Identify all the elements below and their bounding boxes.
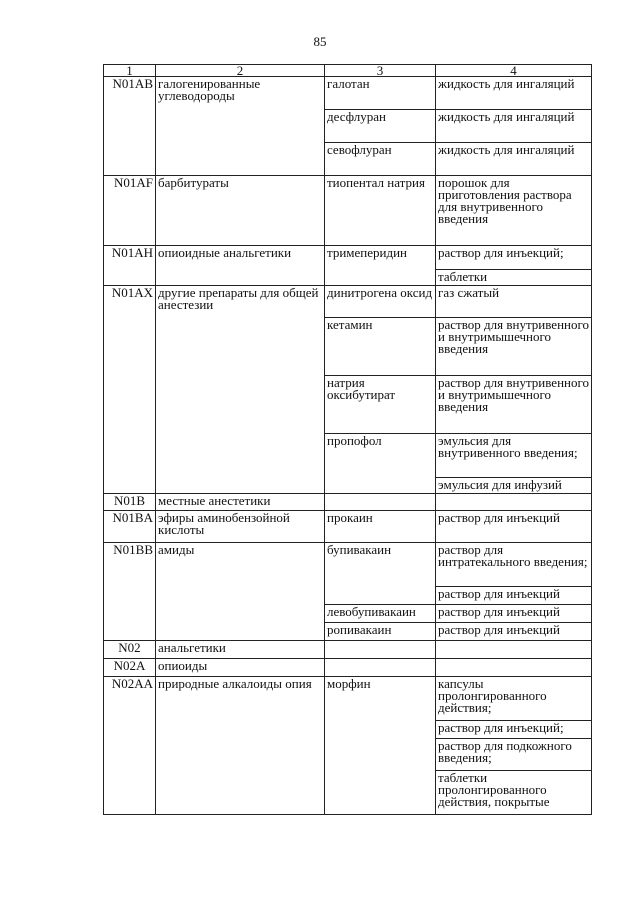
drug-cell: галотан bbox=[325, 77, 436, 110]
drug-cell: кетамин bbox=[325, 318, 436, 376]
form-cell: капсулы пролонгированного действия; bbox=[436, 677, 592, 721]
code-cell: N01BB bbox=[104, 543, 156, 641]
form-cell: эмульсия для внутривенного введения; bbox=[436, 434, 592, 478]
form-cell: раствор для внутривенного и внутримышечного введения bbox=[436, 376, 592, 434]
table-row bbox=[104, 659, 592, 677]
group-cell: опиоиды bbox=[156, 659, 325, 677]
drug-cell: десфлуран bbox=[325, 110, 436, 143]
header-cell: 3 bbox=[325, 65, 436, 77]
code-cell: N01AF bbox=[104, 176, 156, 246]
drug-cell bbox=[325, 659, 436, 677]
form-cell: порошок для приготовления раствора для внутривенного введения bbox=[436, 176, 592, 246]
drug-cell: тиопентал натрия bbox=[325, 176, 436, 246]
form-cell: раствор для инъекций bbox=[436, 605, 592, 623]
group-cell: эфиры аминобензойной кислоты bbox=[156, 511, 325, 543]
form-cell: таблетки пролонгированного действия, покрытые bbox=[436, 771, 592, 815]
form-cell: раствор для инъекций bbox=[436, 623, 592, 641]
form-cell: раствор для инъекций bbox=[436, 511, 592, 543]
group-cell: анальгетики bbox=[156, 641, 325, 659]
drug-cell bbox=[325, 494, 436, 511]
code-cell: N01AX bbox=[104, 286, 156, 494]
form-cell: эмульсия для инфузий bbox=[436, 478, 592, 494]
drug-cell: пропофол bbox=[325, 434, 436, 494]
code-cell: N02 bbox=[104, 641, 156, 659]
code-cell: N01BA bbox=[104, 511, 156, 543]
drug-cell: динитрогена оксид bbox=[325, 286, 436, 318]
code-cell: N01B bbox=[104, 494, 156, 511]
group-cell: местные анестетики bbox=[156, 494, 325, 511]
table-row bbox=[104, 77, 592, 110]
code-cell: N02A bbox=[104, 659, 156, 677]
drug-cell: прокаин bbox=[325, 511, 436, 543]
form-cell: жидкость для ингаляций bbox=[436, 110, 592, 143]
form-cell: раствор для инъекций; bbox=[436, 246, 592, 270]
table-row bbox=[104, 246, 592, 270]
form-cell: раствор для интратекального введения; bbox=[436, 543, 592, 587]
form-cell bbox=[436, 659, 592, 677]
form-cell: раствор для внутривенного и внутримышечного введения bbox=[436, 318, 592, 376]
drug-cell: тримеперидин bbox=[325, 246, 436, 286]
table-row bbox=[104, 511, 592, 543]
table-row bbox=[104, 494, 592, 511]
drug-cell: натрия оксибутират bbox=[325, 376, 436, 434]
form-cell bbox=[436, 641, 592, 659]
drug-table bbox=[103, 64, 592, 815]
form-cell: жидкость для ингаляций bbox=[436, 77, 592, 110]
form-cell: раствор для подкожного введения; bbox=[436, 739, 592, 771]
table-row bbox=[104, 176, 592, 246]
drug-cell: ропивакаин bbox=[325, 623, 436, 641]
header-cell: 4 bbox=[436, 65, 592, 77]
drug-cell bbox=[325, 641, 436, 659]
drug-cell: севофлуран bbox=[325, 143, 436, 176]
form-cell: газ сжатый bbox=[436, 286, 592, 318]
code-cell: N02AA bbox=[104, 677, 156, 815]
form-cell: жидкость для ингаляций bbox=[436, 143, 592, 176]
code-cell: N01AH bbox=[104, 246, 156, 286]
group-cell: галогенированные углеводороды bbox=[156, 77, 325, 176]
table-row bbox=[104, 286, 592, 318]
table-row bbox=[104, 677, 592, 721]
drug-cell: морфин bbox=[325, 677, 436, 815]
group-cell: природные алкалоиды опия bbox=[156, 677, 325, 815]
page-number: 85 bbox=[313, 34, 327, 49]
table-row bbox=[104, 641, 592, 659]
group-cell: опиоидные анальгетики bbox=[156, 246, 325, 286]
group-cell: другие препараты для общей анестезии bbox=[156, 286, 325, 494]
code-cell: N01AB bbox=[104, 77, 156, 176]
group-cell: амиды bbox=[156, 543, 325, 641]
table-row bbox=[104, 543, 592, 587]
form-cell: раствор для инъекций; bbox=[436, 721, 592, 739]
form-cell: таблетки bbox=[436, 270, 592, 286]
header-cell: 1 bbox=[104, 65, 156, 77]
form-cell: раствор для инъекций bbox=[436, 587, 592, 605]
drug-cell: левобупивакаин bbox=[325, 605, 436, 623]
group-cell: барбитураты bbox=[156, 176, 325, 246]
header-cell: 2 bbox=[156, 65, 325, 77]
header-row bbox=[104, 65, 592, 77]
form-cell bbox=[436, 494, 592, 511]
drug-cell: бупивакаин bbox=[325, 543, 436, 605]
